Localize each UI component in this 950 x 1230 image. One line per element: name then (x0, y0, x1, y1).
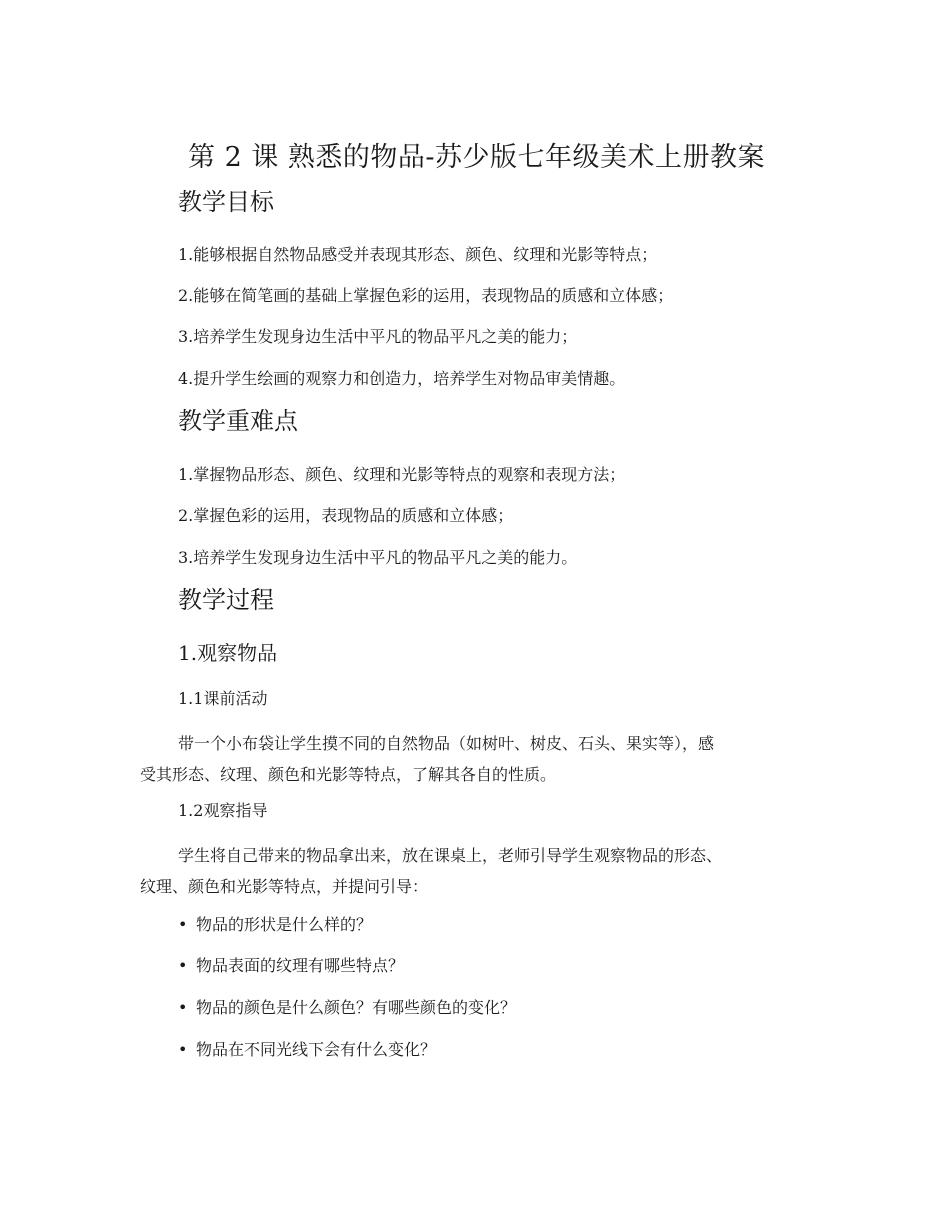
section-heading-objectives: 教学目标 (178, 188, 274, 216)
paragraph-line: 带一个小布袋让学生摸不同的自然物品（如树叶、树皮、石头、果实等），感 (178, 734, 715, 753)
key-point-item-1: 1.掌握物品形态、颜色、纹理和光影等特点的观察和表现方法； (178, 465, 626, 484)
bullet-item (178, 914, 372, 936)
subsection-heading-guidance: 1.2观察指导 (178, 801, 268, 820)
bullet-text: 物品的颜色是什么颜色？有哪些颜色的变化？ (196, 998, 517, 1017)
bullet-icon: • (178, 956, 188, 975)
bullet-icon: • (178, 998, 188, 1017)
objective-item-1: 1.能够根据自然物品感受并表现其形态、颜色、纹理和光影等特点； (178, 245, 658, 264)
section-heading-key-points: 教学重难点 (178, 407, 298, 435)
bullet-text: 物品在不同光线下会有什么变化？ (196, 1040, 437, 1059)
paragraph-line: 纹理、颜色和光影等特点，并提问引导： (140, 877, 429, 896)
objective-item-2: 2.能够在简笔画的基础上掌握色彩的运用，表现物品的质感和立体感； (178, 286, 674, 305)
paragraph-pre-class (140, 728, 812, 790)
paragraph-line: 受其形态、纹理、颜色和光影等特点，了解其各自的性质。 (140, 765, 557, 784)
document-title: 第 2 课 熟悉的物品-苏少版七年级美术上册教案 (188, 142, 766, 173)
section-heading-process: 教学过程 (178, 586, 274, 614)
bullet-text: 物品的形状是什么样的？ (196, 915, 373, 934)
paragraph-guidance (140, 840, 812, 902)
bullet-item (178, 955, 404, 977)
bullet-icon: • (178, 1040, 188, 1059)
objective-item-4: 4.提升学生绘画的观察力和创造力，培养学生对物品审美情趣。 (178, 369, 626, 388)
bullet-icon: • (178, 915, 188, 934)
paragraph-line: 学生将自己带来的物品拿出来，放在课桌上，老师引导学生观察物品的形态、 (178, 846, 723, 865)
subsection-heading-pre-class: 1.1课前活动 (178, 689, 268, 708)
key-point-item-2: 2.掌握色彩的运用，表现物品的质感和立体感； (178, 506, 514, 525)
bullet-item (178, 1039, 436, 1061)
key-point-item-3: 3.培养学生发现身边生活中平凡的物品平凡之美的能力。 (178, 548, 578, 567)
objective-item-3: 3.培养学生发现身边生活中平凡的物品平凡之美的能力； (178, 327, 578, 346)
subheading-observe-items: 1.观察物品 (178, 641, 278, 665)
bullet-text: 物品表面的纹理有哪些特点？ (196, 956, 405, 975)
bullet-item (178, 997, 516, 1019)
